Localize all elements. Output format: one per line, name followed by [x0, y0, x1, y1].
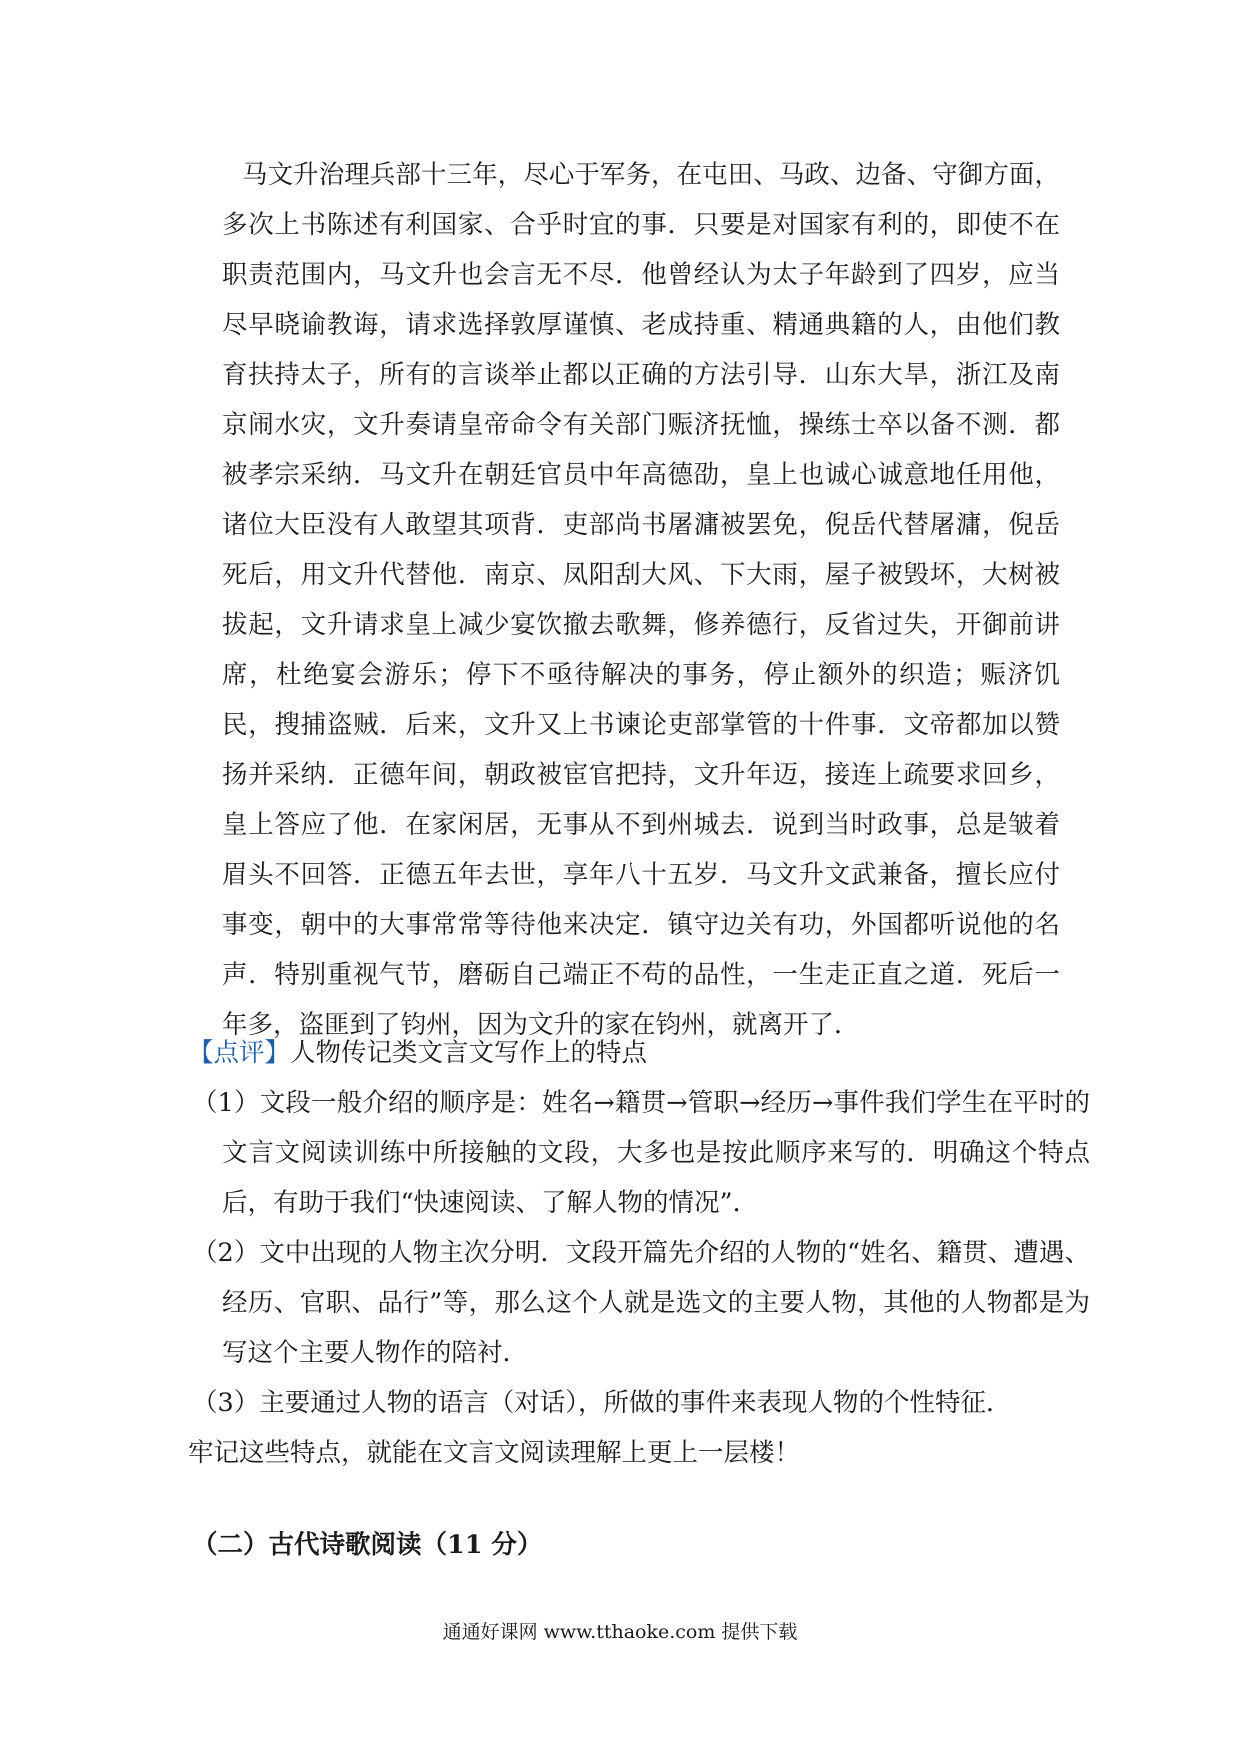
translation-paragraph: 马文升治理兵部十三年，尽心于军务，在屯田、马政、边备、守御方面，多次上书陈述有利国家、合乎时宜的事．只要是对国家有利的，即使不在职责范围内，马文升也会言无不尽．他曾经认为太子年龄到了四岁，应当尽早晓谕教诲，请求选择敦厚谨慎、老成持重、精通典籍的人，由他们教育扶持太子，所有的言谈举止都以正确的方法引导．山东大旱，浙江及南京闹水灾，文升奏请皇帝命令有关部门赈济抚恤，操练士卒以备不测．都被孝宗采纳．马文升在朝廷官员中年高德劭，皇上也诚心诚意地任用他，诸位大臣没有人敢望其项背．吏部尚书屠滽被罢免，倪岳代替屠滽，倪岳死后，用文升代替他．南京、凤阳刮大风、下大雨，屋子被毁坏，大树被拔起，文升请求皇上减少宴饮撤去歌舞，修养德行，反省过失，开御前讲席，杜绝宴会游乐；停下不亟待解决的事务，停止额外的织造；赈济饥民，搜捕盗贼．后来，文升又上书谏论吏部掌管的十件事．文帝都加以赞扬并采纳．正德年间，朝政被宦官把持，文升年迈，接连上疏要求回乡，皇上答应了他．在家闲居，无事从不到州城去．说到当时政事，总是皱着眉头不回答．正德五年去世，享年八十五岁．马文升文武兼备，擅长应付事变，朝中的大事常常等待他来决定．镇守边关有功，外国都听说他的名声．特别重视气节，磨砺自己端正不苟的品性，一生走正直之道．死后一年多，盗匪到了钧州，因为文升的家在钧州，就离开了． — [222, 160, 1060, 1040]
comment-heading — [188, 1028, 647, 1078]
section-heading: （二）古代诗歌阅读（11 分） — [192, 1530, 543, 1560]
comment-point-1: （1）文段一般介绍的顺序是：姓名→籍贯→管职→经历→事件我们学生在平时的文言文阅读训练中所接触的文段，大多也是按此顺序来写的．明确这个特点后，有助于我们“快速阅读、了解人物的情况”． — [192, 1088, 1090, 1218]
page-footer: 通通好课网 www.tthaoke.com 提供下载 — [442, 1621, 798, 1643]
comment-title: 人物传记类文言文写作上的特点 — [290, 1038, 648, 1068]
comment-point-3: （3）主要通过人物的语言（对话），所做的事件来表现人物的个性特征． — [192, 1388, 1012, 1418]
comment-point-2: （2）文中出现的人物主次分明．文段开篇先介绍的人物的“姓名、籍贯、遭遇、经历、官职、品行”等，那么这个人就是选文的主要人物，其他的人物都是为写这个主要人物作的陪衬． — [192, 1238, 1090, 1368]
closing-sentence: 牢记这些特点，就能在文言文阅读理解上更上一层楼！ — [188, 1438, 801, 1468]
comment-label: 【点评】 — [188, 1038, 291, 1068]
